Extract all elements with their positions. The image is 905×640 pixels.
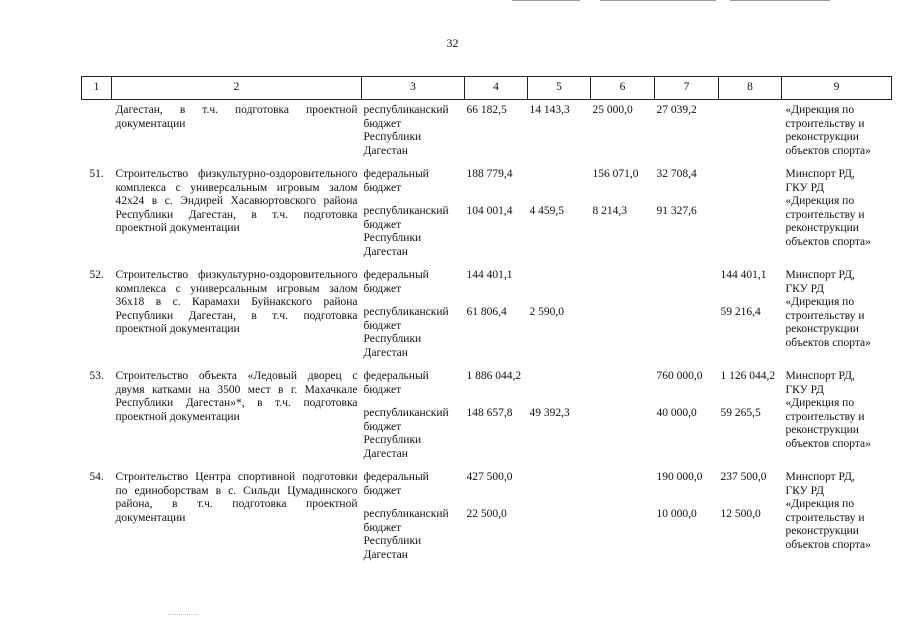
amount-cell (465, 461, 528, 562)
funding-source: федеральный бюджет (363, 168, 429, 194)
funding-source: республиканский бюджет Республики Дагестан (363, 306, 449, 359)
executor-cell (782, 100, 892, 159)
top-rule-2 (600, 0, 716, 1)
executor-line: реконструкции (785, 131, 859, 143)
col-header: 5 (528, 77, 591, 100)
amount-value (528, 508, 591, 522)
table-row (82, 360, 892, 461)
amount-value (655, 269, 719, 296)
executor-cell (782, 259, 892, 360)
funding-source-cell (362, 100, 465, 159)
funding-source: республиканский бюджет Республики Дагестан (363, 104, 449, 157)
amount-cell (591, 158, 655, 259)
top-rule-3 (730, 0, 830, 1)
amount-value: 10 000,0 (656, 508, 697, 520)
row-number: 53. (89, 370, 104, 382)
row-number (82, 100, 112, 159)
amount-cell (465, 259, 528, 360)
amount-cell (528, 360, 591, 461)
executor-line: Минспорт РД, (785, 269, 855, 281)
amount-value (591, 508, 655, 522)
executor-line: строительству и (785, 410, 865, 423)
amount-value (719, 168, 782, 195)
amount-value (591, 269, 655, 296)
amount-value: 32 708,4 (656, 168, 697, 180)
amount-cell (655, 360, 719, 461)
executor-line: строительству и (785, 309, 865, 322)
executor-line: реконструкции (785, 323, 859, 335)
amount-cell (719, 360, 782, 461)
amount-cell (591, 100, 655, 159)
funding-source: федеральный бюджет (363, 471, 429, 497)
amount-cell (719, 259, 782, 360)
funding-source: республиканский бюджет Республики Дагестан (363, 508, 449, 561)
amount-value: 1 886 044,2 (466, 370, 522, 382)
funding-source: федеральный бюджет (363, 370, 429, 396)
amount-cell (719, 461, 782, 562)
executor-line: ГКУ РД (785, 383, 824, 396)
amount-value: 66 182,5 (466, 104, 507, 116)
top-rule-1 (512, 0, 580, 1)
amount-cell (591, 259, 655, 360)
col-header: 9 (782, 77, 892, 100)
amount-cell (719, 158, 782, 259)
amount-value: 188 779,4 (466, 168, 513, 180)
amount-cell (528, 158, 591, 259)
funding-source: республиканский бюджет Республики Дагестан (363, 407, 449, 460)
measure-name: Строительство Центра спортивной подготовки по единоборствам в с. Сильди Цумадинского района, в т.ч. подготовка проектной документации (115, 471, 358, 524)
amount-value: 104 001,4 (466, 205, 513, 217)
executor-line: «Дирекция по (785, 104, 855, 116)
executor-cell (782, 360, 892, 461)
table-row (82, 158, 892, 259)
funding-source-cell (362, 158, 465, 259)
amount-value: 190 000,0 (656, 471, 703, 483)
amount-value: 144 401,1 (720, 269, 767, 281)
amount-value (591, 407, 655, 421)
col-header: 8 (719, 77, 782, 100)
amount-value: 8 214,3 (592, 205, 627, 217)
table-row (82, 259, 892, 360)
executor-line: строительству и (785, 117, 865, 130)
executor-line: объектов спорта» (785, 336, 871, 349)
amount-value: 40 000,0 (656, 407, 697, 419)
funding-source: федеральный бюджет (363, 269, 429, 295)
executor-line: ГКУ РД (785, 282, 824, 295)
executor-line: реконструкции (785, 222, 859, 234)
funding-source-cell (362, 461, 465, 562)
amount-value: 156 071,0 (592, 168, 639, 180)
row-number: 52. (89, 269, 104, 281)
amount-cell (528, 100, 591, 159)
program-table (81, 76, 892, 562)
col-header: 4 (465, 77, 528, 100)
amount-value: 1 126 044,2 (720, 370, 776, 382)
amount-value (591, 471, 655, 498)
funding-source-cell (362, 259, 465, 360)
executor-line: Минспорт РД, (785, 471, 855, 483)
amount-cell (655, 461, 719, 562)
amount-cell (591, 461, 655, 562)
table-row (82, 100, 892, 159)
amount-value: 59 265,5 (720, 407, 761, 419)
amount-cell (465, 360, 528, 461)
amount-value: 2 590,0 (529, 306, 564, 318)
executor-line: ГКУ РД (785, 484, 824, 497)
executor-line: Минспорт РД, (785, 370, 855, 382)
amount-value (528, 168, 591, 195)
amount-cell (655, 158, 719, 259)
amount-value (528, 269, 591, 296)
executor-line: «Дирекция по (785, 498, 855, 510)
row-number: 51. (89, 168, 104, 180)
measure-name: Строительство физкультурно-оздоровительного комплекса с универсальным игровым залом 42х24 в с. Эндирей Хасавюртовского района Республики Дагестан, в т.ч. подготовка проектной документации (115, 168, 358, 234)
executor-line: ГКУ РД (785, 181, 824, 194)
amount-cell (465, 158, 528, 259)
executor-line: объектов спорта» (785, 144, 871, 157)
amount-cell (719, 100, 782, 159)
measure-name: Дагестан, в т.ч. подготовка проектной документации (115, 104, 358, 130)
executor-line: Минспорт РД, (785, 168, 855, 180)
executor-line: «Дирекция по (785, 195, 855, 207)
row-number: 54. (89, 471, 104, 483)
executor-line: «Дирекция по (785, 296, 855, 308)
amount-value: 91 327,6 (656, 205, 697, 217)
amount-value: 4 459,5 (529, 205, 564, 217)
executor-line: строительству и (785, 511, 865, 524)
amount-cell (655, 100, 719, 159)
col-header: 3 (362, 77, 465, 100)
amount-cell (591, 360, 655, 461)
amount-value: 760 000,0 (656, 370, 703, 382)
measure-name: Строительство физкультурно-оздоровительного комплекса с универсальным игровым залом 36х18 в с. Карамахи Буйнакского района Республики Дагестан, в т.ч. подготовка проектной документации (115, 269, 358, 335)
table-body (82, 100, 892, 563)
amount-value: 12 500,0 (720, 508, 761, 520)
amount-value: 25 000,0 (592, 104, 633, 116)
amount-value: 22 500,0 (466, 508, 507, 520)
executor-line: объектов спорта» (785, 437, 871, 450)
scan-mark (168, 614, 198, 615)
executor-cell (782, 461, 892, 562)
amount-value: 14 143,3 (529, 104, 570, 116)
executor-line: строительству и (785, 208, 865, 221)
amount-value (719, 205, 782, 219)
col-header: 6 (591, 77, 655, 100)
col-header: 7 (655, 77, 719, 100)
amount-value (528, 370, 591, 397)
amount-value (591, 370, 655, 397)
amount-cell (528, 461, 591, 562)
executor-line: реконструкции (785, 424, 859, 436)
funding-source: республиканский бюджет Республики Дагестан (363, 205, 449, 258)
amount-value: 61 806,4 (466, 306, 507, 318)
executor-line: объектов спорта» (785, 235, 871, 248)
amount-value: 27 039,2 (656, 104, 697, 116)
executor-line: объектов спорта» (785, 538, 871, 551)
page-number: 32 (446, 36, 459, 50)
amount-value: 148 657,8 (466, 407, 513, 419)
funding-source-cell (362, 360, 465, 461)
amount-value: 59 216,4 (720, 306, 761, 318)
amount-value (719, 104, 782, 118)
amount-value: 427 500,0 (466, 471, 513, 483)
col-header: 1 (82, 77, 112, 100)
amount-value: 144 401,1 (466, 269, 513, 281)
amount-value: 237 500,0 (720, 471, 767, 483)
amount-value (528, 471, 591, 498)
amount-cell (655, 259, 719, 360)
header-row (82, 77, 892, 100)
amount-cell (465, 100, 528, 159)
col-header: 2 (112, 77, 362, 100)
amount-value (591, 306, 655, 320)
amount-value (655, 306, 719, 320)
measure-name: Строительство объекта «Ледовый дворец с двумя катками на 3500 мест в г. Махачкале Республики Дагестан»*, в т.ч. подготовка проектной документации (115, 370, 358, 423)
executor-line: реконструкции (785, 525, 859, 537)
amount-value: 49 392,3 (529, 407, 570, 419)
table-row (82, 461, 892, 562)
executor-line: «Дирекция по (785, 397, 855, 409)
amount-cell (528, 259, 591, 360)
executor-cell (782, 158, 892, 259)
